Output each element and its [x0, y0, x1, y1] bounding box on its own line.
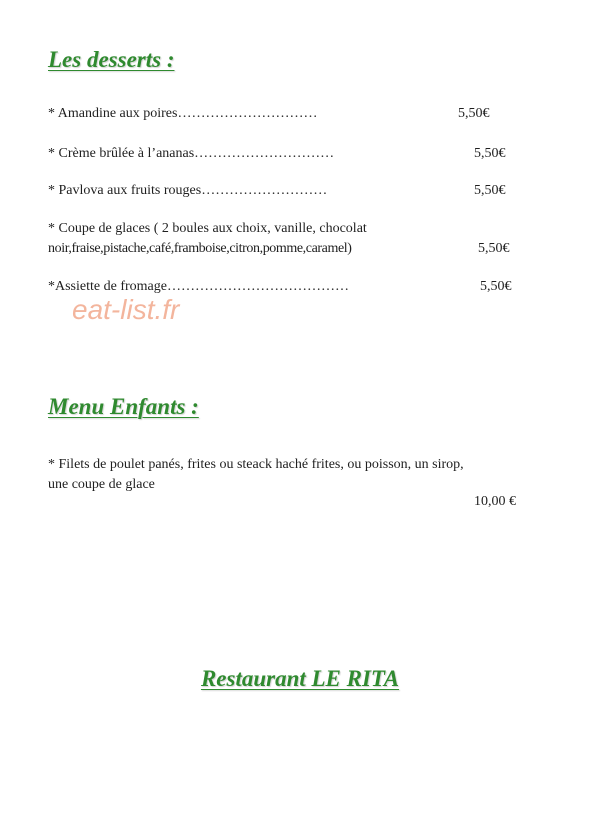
enfants-item-line2: une coupe de glace: [48, 477, 155, 492]
dessert-price-assiette-fromage: 5,50€: [480, 279, 512, 294]
dessert-item-coupe-glaces-line2: noir,fraise,pistache,café,framboise,citron,pomme,caramel): [48, 241, 352, 256]
dessert-price-coupe-glaces: 5,50€: [478, 241, 510, 256]
dessert-item-amandine: * Amandine aux poires…………………………: [48, 106, 318, 121]
dessert-item-assiette-fromage: *Assiette de fromage…………………………………: [48, 279, 349, 294]
desserts-heading: Les desserts :: [48, 47, 175, 72]
dessert-item-creme-brulee: * Crème brûlée à l’ananas…………………………: [48, 146, 335, 161]
dessert-price-amandine: 5,50€: [458, 106, 490, 121]
dessert-item-coupe-glaces-line1: * Coupe de glaces ( 2 boules aux choix, vanille, chocolat: [48, 221, 367, 236]
menu-enfants-heading: Menu Enfants :: [48, 394, 199, 419]
restaurant-name: Restaurant LE RITA: [200, 666, 400, 691]
enfants-item-line1: * Filets de poulet panés, frites ou steack haché frites, ou poisson, un sirop,: [48, 457, 464, 472]
dessert-price-pavlova: 5,50€: [474, 183, 506, 198]
dessert-price-creme-brulee: 5,50€: [474, 146, 506, 161]
dessert-item-pavlova: * Pavlova aux fruits rouges………………………: [48, 183, 328, 198]
enfants-price: 10,00 €: [474, 494, 516, 509]
watermark: eat-list.fr: [72, 294, 180, 325]
